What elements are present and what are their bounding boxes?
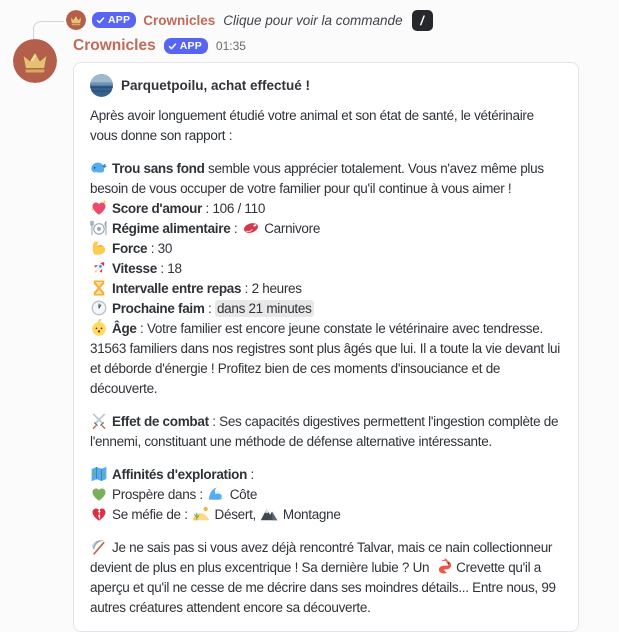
embed-line <box>90 279 562 299</box>
bold-label: Vitesse <box>112 261 157 276</box>
reply-username[interactable]: Crownicles <box>143 12 216 28</box>
bot-avatar crown-icon[interactable] <box>13 39 57 83</box>
crossed-swords-icon <box>90 412 108 430</box>
text-segment: Se méfie de : <box>112 507 192 522</box>
text-segment: : 2 heures <box>241 281 302 296</box>
embed-line <box>90 299 562 319</box>
embed-description <box>90 106 562 618</box>
embed-author <box>90 74 562 97</box>
embed-line <box>90 465 562 485</box>
wave-icon <box>207 485 225 503</box>
whale-icon <box>90 159 108 177</box>
pick-icon <box>90 538 108 556</box>
embed-line <box>90 259 562 279</box>
bold-label: Affinités d'exploration <box>112 467 248 482</box>
text-segment: : <box>230 221 241 236</box>
reply-app-badge-label: APP <box>108 13 131 26</box>
text-segment: : 18 <box>156 261 182 276</box>
clock-icon <box>90 299 108 317</box>
embed-author-icon ocean-avatar-icon <box>90 74 113 97</box>
sparkling-heart-icon <box>90 199 108 217</box>
bold-label: Âge <box>112 321 137 336</box>
desert-icon <box>192 505 210 523</box>
text-segment: : Votre familier est encore jeune constate le vétérinaire avec tendresse. 31563 familiers dans nos registres sont plus âgés que lui. Il a toute la vie devant lui et déborde d'énergie ! Profitez bien de ces moments d'insouciance et de découverte. <box>90 321 560 396</box>
bold-label: Prochaine faim <box>112 301 205 316</box>
app-badge-label: APP <box>179 39 202 52</box>
embed-line <box>90 199 562 219</box>
embed-line <box>90 219 562 239</box>
embed-line <box>90 159 562 199</box>
baby-icon <box>90 319 108 337</box>
shrimp-icon <box>434 558 452 576</box>
reply-spine <box>33 21 64 39</box>
fork-knife-plate-icon <box>90 219 108 237</box>
embed-blank-line <box>90 452 562 465</box>
embed-line <box>90 538 562 618</box>
mountain-icon <box>260 505 278 523</box>
embed-blank-line <box>90 146 562 159</box>
message-header <box>73 36 579 56</box>
embed-blank-line <box>90 525 562 538</box>
rocket-icon <box>90 259 108 277</box>
bot-username[interactable]: Crownicles <box>73 37 156 54</box>
reply-app-badge <box>92 12 136 28</box>
message <box>0 31 619 632</box>
text-segment: Crevette qu'il a aperçu et qu'il ne cesse de me décrire dans ses moindres détails... Entre nous, 99 autres créatures attendent encore sa découverte. <box>90 560 556 615</box>
message-body <box>73 39 579 632</box>
embed-line <box>90 505 562 525</box>
text-segment: : <box>204 301 215 316</box>
text-segment: semble vous apprécier totalement. Vous n'avez même plus besoin de vous occuper de votre familier pour qu'il continue à vous aimer ! <box>90 161 544 196</box>
text-segment: : <box>247 467 254 482</box>
embed-line <box>90 412 562 452</box>
embed <box>73 62 579 632</box>
embed-line <box>90 485 562 505</box>
text-segment: Carnivore <box>260 221 321 236</box>
bold-label: Effet de combat <box>112 414 209 429</box>
text-segment: Côte <box>226 487 258 502</box>
text-segment: Montagne <box>279 507 341 522</box>
green-heart-icon <box>90 485 108 503</box>
message-timestamp: 01:35 <box>215 39 246 53</box>
embed-line <box>90 319 562 399</box>
bold-label: Intervalle entre repas <box>112 281 242 296</box>
check-icon <box>96 16 105 25</box>
bold-label: Score d'amour <box>112 201 203 216</box>
app-badge <box>164 38 208 54</box>
reply-message-preview[interactable]: Clique pour voir la commande <box>223 12 403 28</box>
meat-icon <box>242 219 260 237</box>
relative-timestamp-chip: dans 21 minutes <box>216 301 312 316</box>
text-segment: Je ne sais pas si vous avez déjà rencontré Talvar, mais ce nain collectionneur devient de plus en plus excentrique ! Sa dernière lubie ? Un <box>90 540 553 575</box>
embed-line <box>90 106 562 146</box>
embed-line <box>90 239 562 259</box>
text-segment: Désert, <box>211 507 260 522</box>
embed-blank-line <box>90 399 562 412</box>
text-segment: : 106 / 110 <box>202 201 266 216</box>
embed-author-name: Parquetpoilu, achat effectué ! <box>121 78 311 93</box>
text-segment: Après avoir longuement étudié votre animal et son état de santé, le vétérinaire vous donne son rapport : <box>90 108 534 143</box>
text-segment: Prospère dans : <box>112 487 207 502</box>
hourglass-icon <box>90 279 108 297</box>
bold-label: Force <box>112 241 148 256</box>
reply-avatar crown-icon[interactable] <box>66 10 86 30</box>
check-icon <box>168 42 177 51</box>
broken-heart-icon <box>90 505 108 523</box>
flexed-biceps-icon <box>90 239 108 257</box>
bold-label: Régime alimentaire <box>112 221 231 236</box>
reply-bar[interactable] <box>0 0 619 31</box>
bold-label: Trou sans fond <box>112 161 205 176</box>
slash-command-icon[interactable]: / <box>412 10 433 31</box>
world-map-icon <box>90 465 108 483</box>
text-segment: : 30 <box>147 241 173 256</box>
text-segment: : Ses capacités digestives permettent l'ingestion complète de l'ennemi, constituant une méthode de défense alternative intéressante. <box>90 414 559 449</box>
